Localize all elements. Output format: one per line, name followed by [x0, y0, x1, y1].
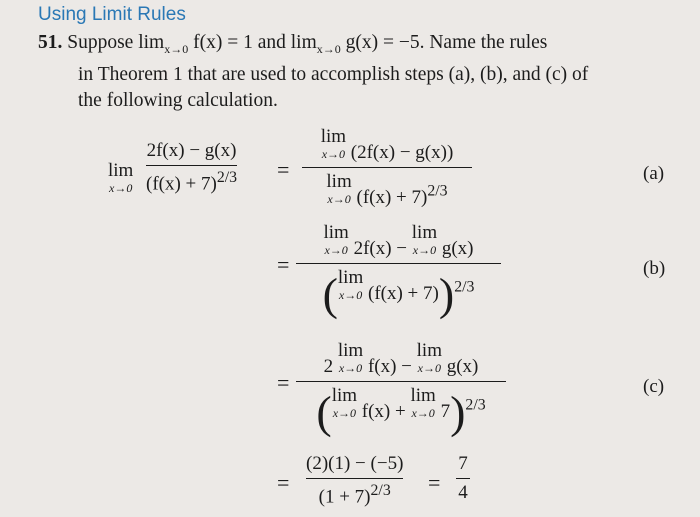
- step-c-fraction: 2 lim x→0 f(x) − lim x→0 g(x) (lim x→0 f(x) + lim x→0 7)$^{2/3}$: [296, 340, 506, 433]
- equals-final: =: [428, 470, 441, 495]
- problem-line-1: 51. Suppose $\lim_{x\to 0} f(x) = 1$ and $\lim_{x\to 0} g(x) = -5$. Name the rules: [38, 32, 548, 56]
- step-d-fraction: (2)(1) − (−5) $(1 + 7)^{2/3}$: [306, 453, 404, 508]
- step-a-fraction: lim x→0 (2f(x) − g(x)) lim x→0 $(f(x) + 7)^{2/3}$: [302, 126, 472, 209]
- lhs-fraction: 2f(x) − g(x) $(f(x) + 7)^{2/3}$: [146, 140, 238, 195]
- problem-line-3: the following calculation.: [78, 89, 278, 111]
- equals-d: =: [277, 470, 290, 495]
- final-result: 7 4: [456, 453, 470, 504]
- step-b-fraction: lim x→0 2f(x) − lim x→0 g(x) (lim x→0 (f(x) + 7))$^{2/3}$: [296, 222, 501, 315]
- step-b-label: (b): [643, 258, 666, 279]
- equals-c: =: [277, 370, 290, 395]
- equals-a: =: [277, 157, 290, 182]
- lhs-limit: lim x→0: [108, 160, 134, 195]
- section-heading: Using Limit Rules: [38, 4, 186, 25]
- problem-number: 51.: [38, 32, 63, 53]
- equals-b: =: [277, 252, 290, 277]
- step-c-label: (c): [643, 376, 665, 397]
- problem-line-2: in Theorem 1 that are used to accomplish steps (a), (b), and (c) of: [78, 63, 589, 85]
- problem-text: [38, 30, 688, 114]
- step-a-label: (a): [643, 163, 665, 184]
